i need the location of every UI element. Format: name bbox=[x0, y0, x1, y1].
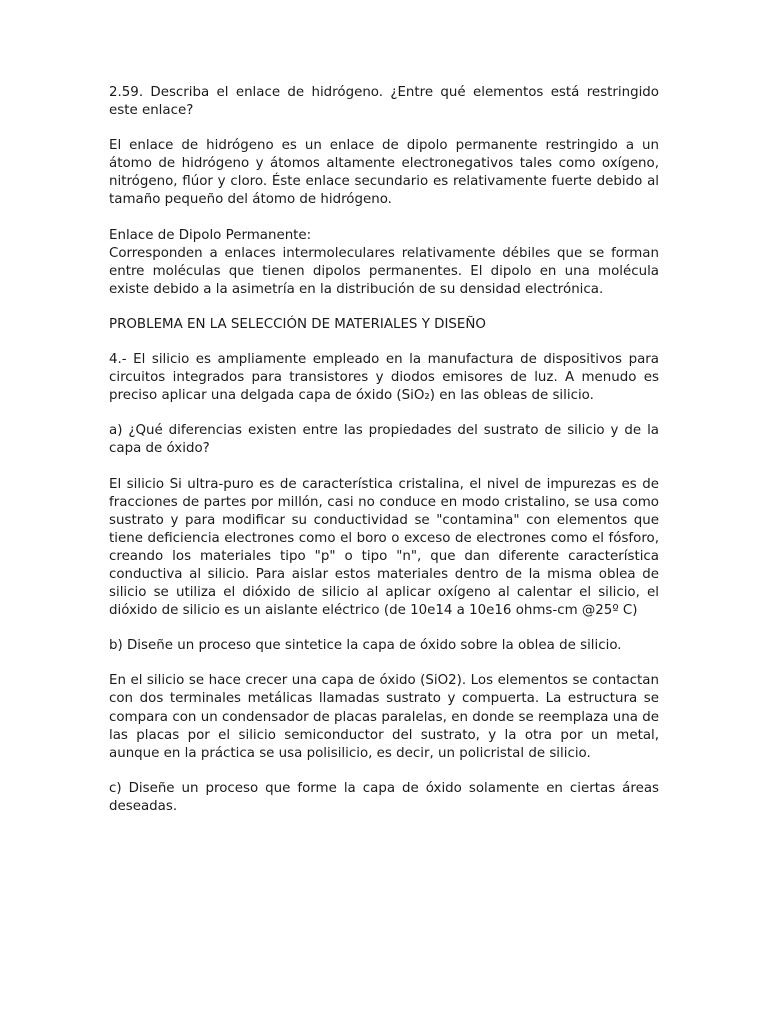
dipole-bond-title: Enlace de Dipolo Permanente: bbox=[109, 227, 312, 243]
question-c: c) Diseñe un proceso que forme la capa de óxido solamente en ciertas áreas deseadas. bbox=[109, 780, 659, 814]
section-heading: PROBLEMA EN LA SELECCIÓN DE MATERIALES Y DISEÑO bbox=[109, 316, 486, 332]
question-a: a) ¿Qué diferencias existen entre las propiedades del sustrato de silicio y de la capa de óxido? bbox=[109, 423, 659, 457]
answer-2-59: El enlace de hidrógeno es un enlace de dipolo permanente restringido a un átomo de hidrógeno y átomos altamente electronegativos tales como oxígeno, nitrógeno, flúor y cloro. Éste enlace secundario es relativamente fuerte debido al tamaño pequeño del átomo de hidrógeno. bbox=[109, 138, 659, 208]
answer-a: El silicio Si ultra-puro es de característica cristalina, el nivel de impurezas es de fracciones de partes por millón, casi no conduce en modo cristalino, se usa como sustrato y para modificar su conductividad se "contamina" con elementos que tiene deficiencia electrones como el boro o exceso de electrones como el fósforo, creando los materiales tipo "p" o tipo "n", que dan diferente característica conductiva al silicio. Para aislar estos materiales dentro de la misma oblea de silicio se utiliza el dióxido de silicio al aplicar oxígeno al calentar el silicio, el dióxido de silicio es un aislante eléctrico (de 10e14 a 10e16 ohms-cm @25º C) bbox=[109, 476, 659, 619]
problem-4-intro: 4.- El silicio es ampliamente empleado en la manufactura de dispositivos para circuitos integrados para transistores y diodos emisores de luz. A menudo es preciso aplicar una delgada capa de óxido (SiO₂) en las obleas de silicio. bbox=[109, 352, 659, 404]
answer-b: En el silicio se hace crecer una capa de óxido (SiO2). Los elementos se contactan con dos terminales metálicas llamadas sustrato y compuerta. La estructura se compara con un condensador de placas paralelas, en donde se reemplaza una de las placas por el silicio semiconductor del sustrato, y la otra por un metal, aunque en la práctica se usa polisilicio, es decir, un policristal de silicio. bbox=[109, 673, 659, 761]
document-page bbox=[109, 84, 659, 833]
question-2-59: 2.59. Describa el enlace de hidrógeno. ¿Entre qué elementos está restringido este enlace? bbox=[109, 85, 659, 119]
dipole-bond-body: Corresponden a enlaces intermoleculares relativamente débiles que se forman entre moléculas que tienen dipolos permanentes. El dipolo en una molécula existe debido a la asimetría en la distribución de su densidad electrónica. bbox=[109, 245, 659, 297]
question-b: b) Diseñe un proceso que sintetice la capa de óxido sobre la oblea de silicio. bbox=[109, 638, 622, 654]
